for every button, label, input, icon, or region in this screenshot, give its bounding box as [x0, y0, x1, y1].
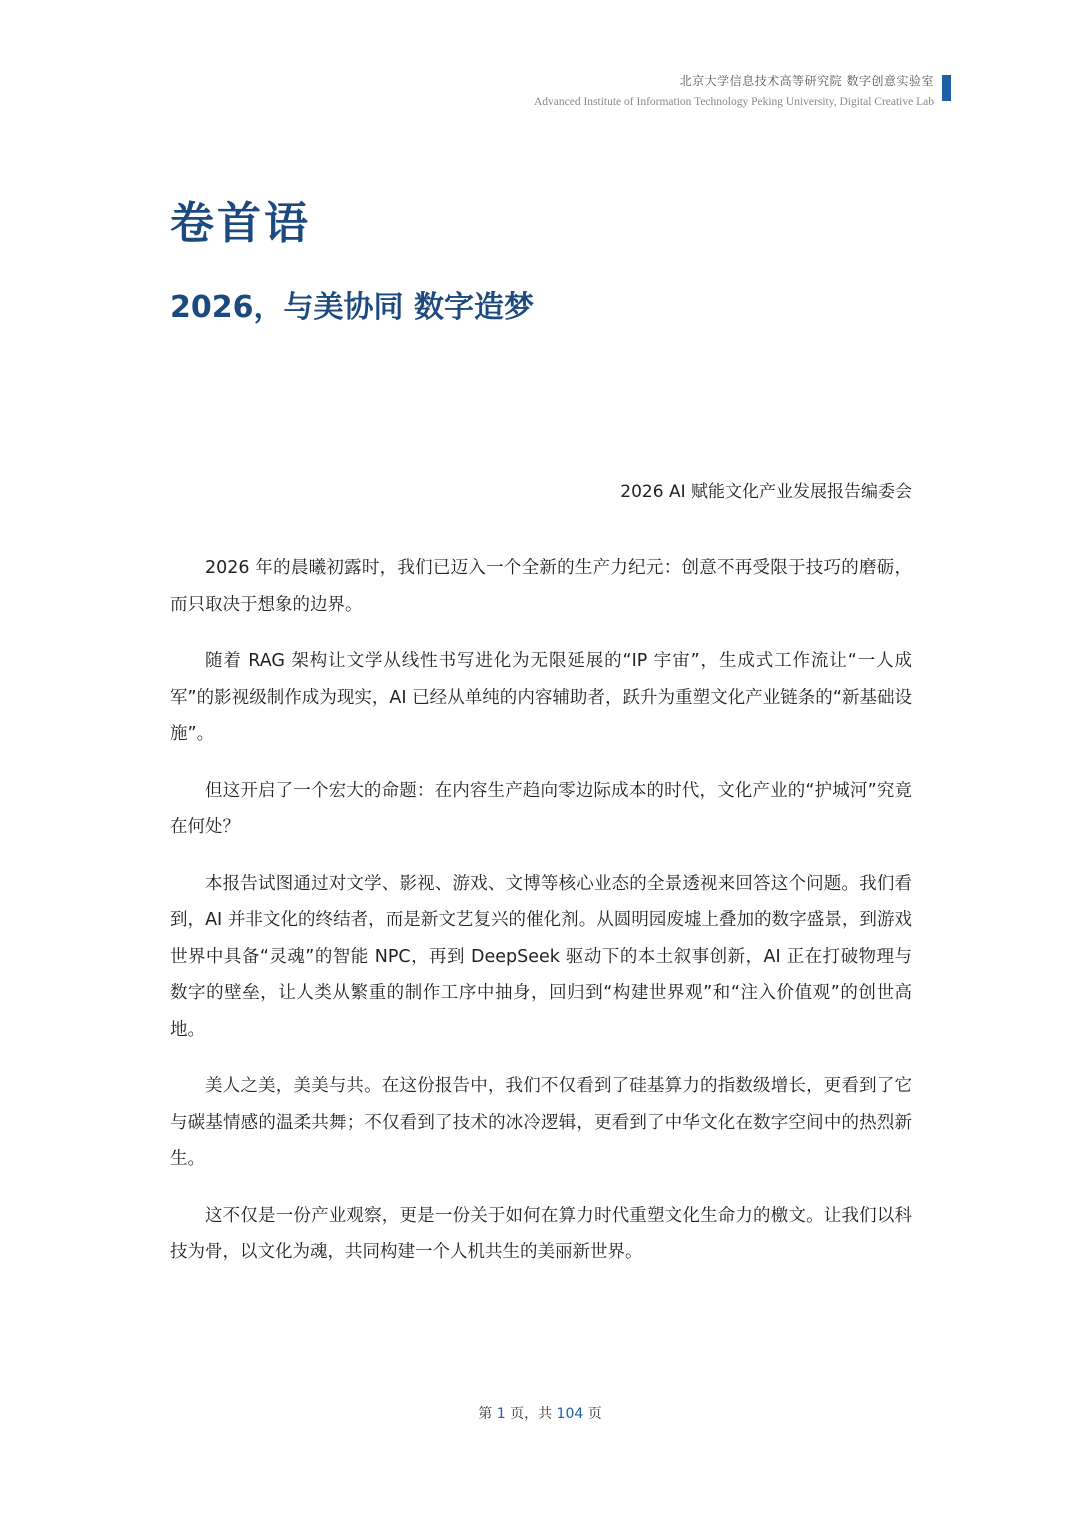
page-header — [534, 72, 934, 111]
footer-suffix: 页 — [587, 1406, 602, 1422]
paragraph: 随着 RAG 架构让文学从线性书写进化为无限延展的“IP 宇宙”，生成式工作流让“一人成军”的影视级制作成为现实，AI 已经从单纯的内容辅助者，跃升为重塑文化产业链条的“新基础设施”。 — [170, 651, 912, 744]
paragraph: 这不仅是一份产业观察，更是一份关于如何在算力时代重塑文化生命力的檄文。让我们以科技为骨，以文化为魂，共同构建一个人机共生的美丽新世界。 — [170, 1205, 912, 1262]
institute-name-cn: 北京大学信息技术高等研究院 数字创意实验室 — [679, 74, 934, 88]
current-page-number: 1 — [496, 1406, 506, 1422]
paragraph: 2026 年的晨曦初露时，我们已迈入一个全新的生产力纪元：创意不再受限于技巧的磨砺，而只取决于想象的边界。 — [170, 558, 912, 615]
editorial-committee: 2026 AI 赋能文化产业发展报告编委会 — [620, 482, 912, 502]
page-title: 卷首语 — [170, 198, 311, 249]
paragraph: 本报告试图通过对文学、影视、游戏、文博等核心业态的全景透视来回答这个问题。我们看到，AI 并非文化的终结者，而是新文艺复兴的催化剂。从圆明园废墟上叠加的数字盛景，到游戏世界中具备“灵魂”的智能 NPC，再到 DeepSeek 驱动下的本土叙事创新，AI 正在打破物理与数字的壁垒，让人类从繁重的制作工序中抽身，回归到“构建世界观”和“注入价值观”的创世高地。 — [170, 873, 912, 1040]
total-page-count: 104 — [556, 1406, 584, 1422]
header-accent-bar — [942, 75, 951, 101]
page-footer — [0, 1404, 1080, 1424]
institute-name-en: Advanced Institute of Information Technology Peking University, Digital Creative Lab — [533, 96, 934, 108]
footer-middle: 页，共 — [510, 1406, 553, 1422]
body-text — [170, 550, 912, 1291]
paragraph: 但这开启了一个宏大的命题：在内容生产趋向零边际成本的时代，文化产业的“护城河”究竟在何处？ — [170, 780, 912, 837]
footer-prefix: 第 — [478, 1406, 493, 1422]
paragraph: 美人之美，美美与共。在这份报告中，我们不仅看到了硅基算力的指数级增长，更看到了它与碳基情感的温柔共舞；不仅看到了技术的冰冷逻辑，更看到了中华文化在数字空间中的热烈新生。 — [170, 1076, 912, 1169]
page-subtitle: 2026，与美协同 数字造梦 — [170, 290, 534, 325]
